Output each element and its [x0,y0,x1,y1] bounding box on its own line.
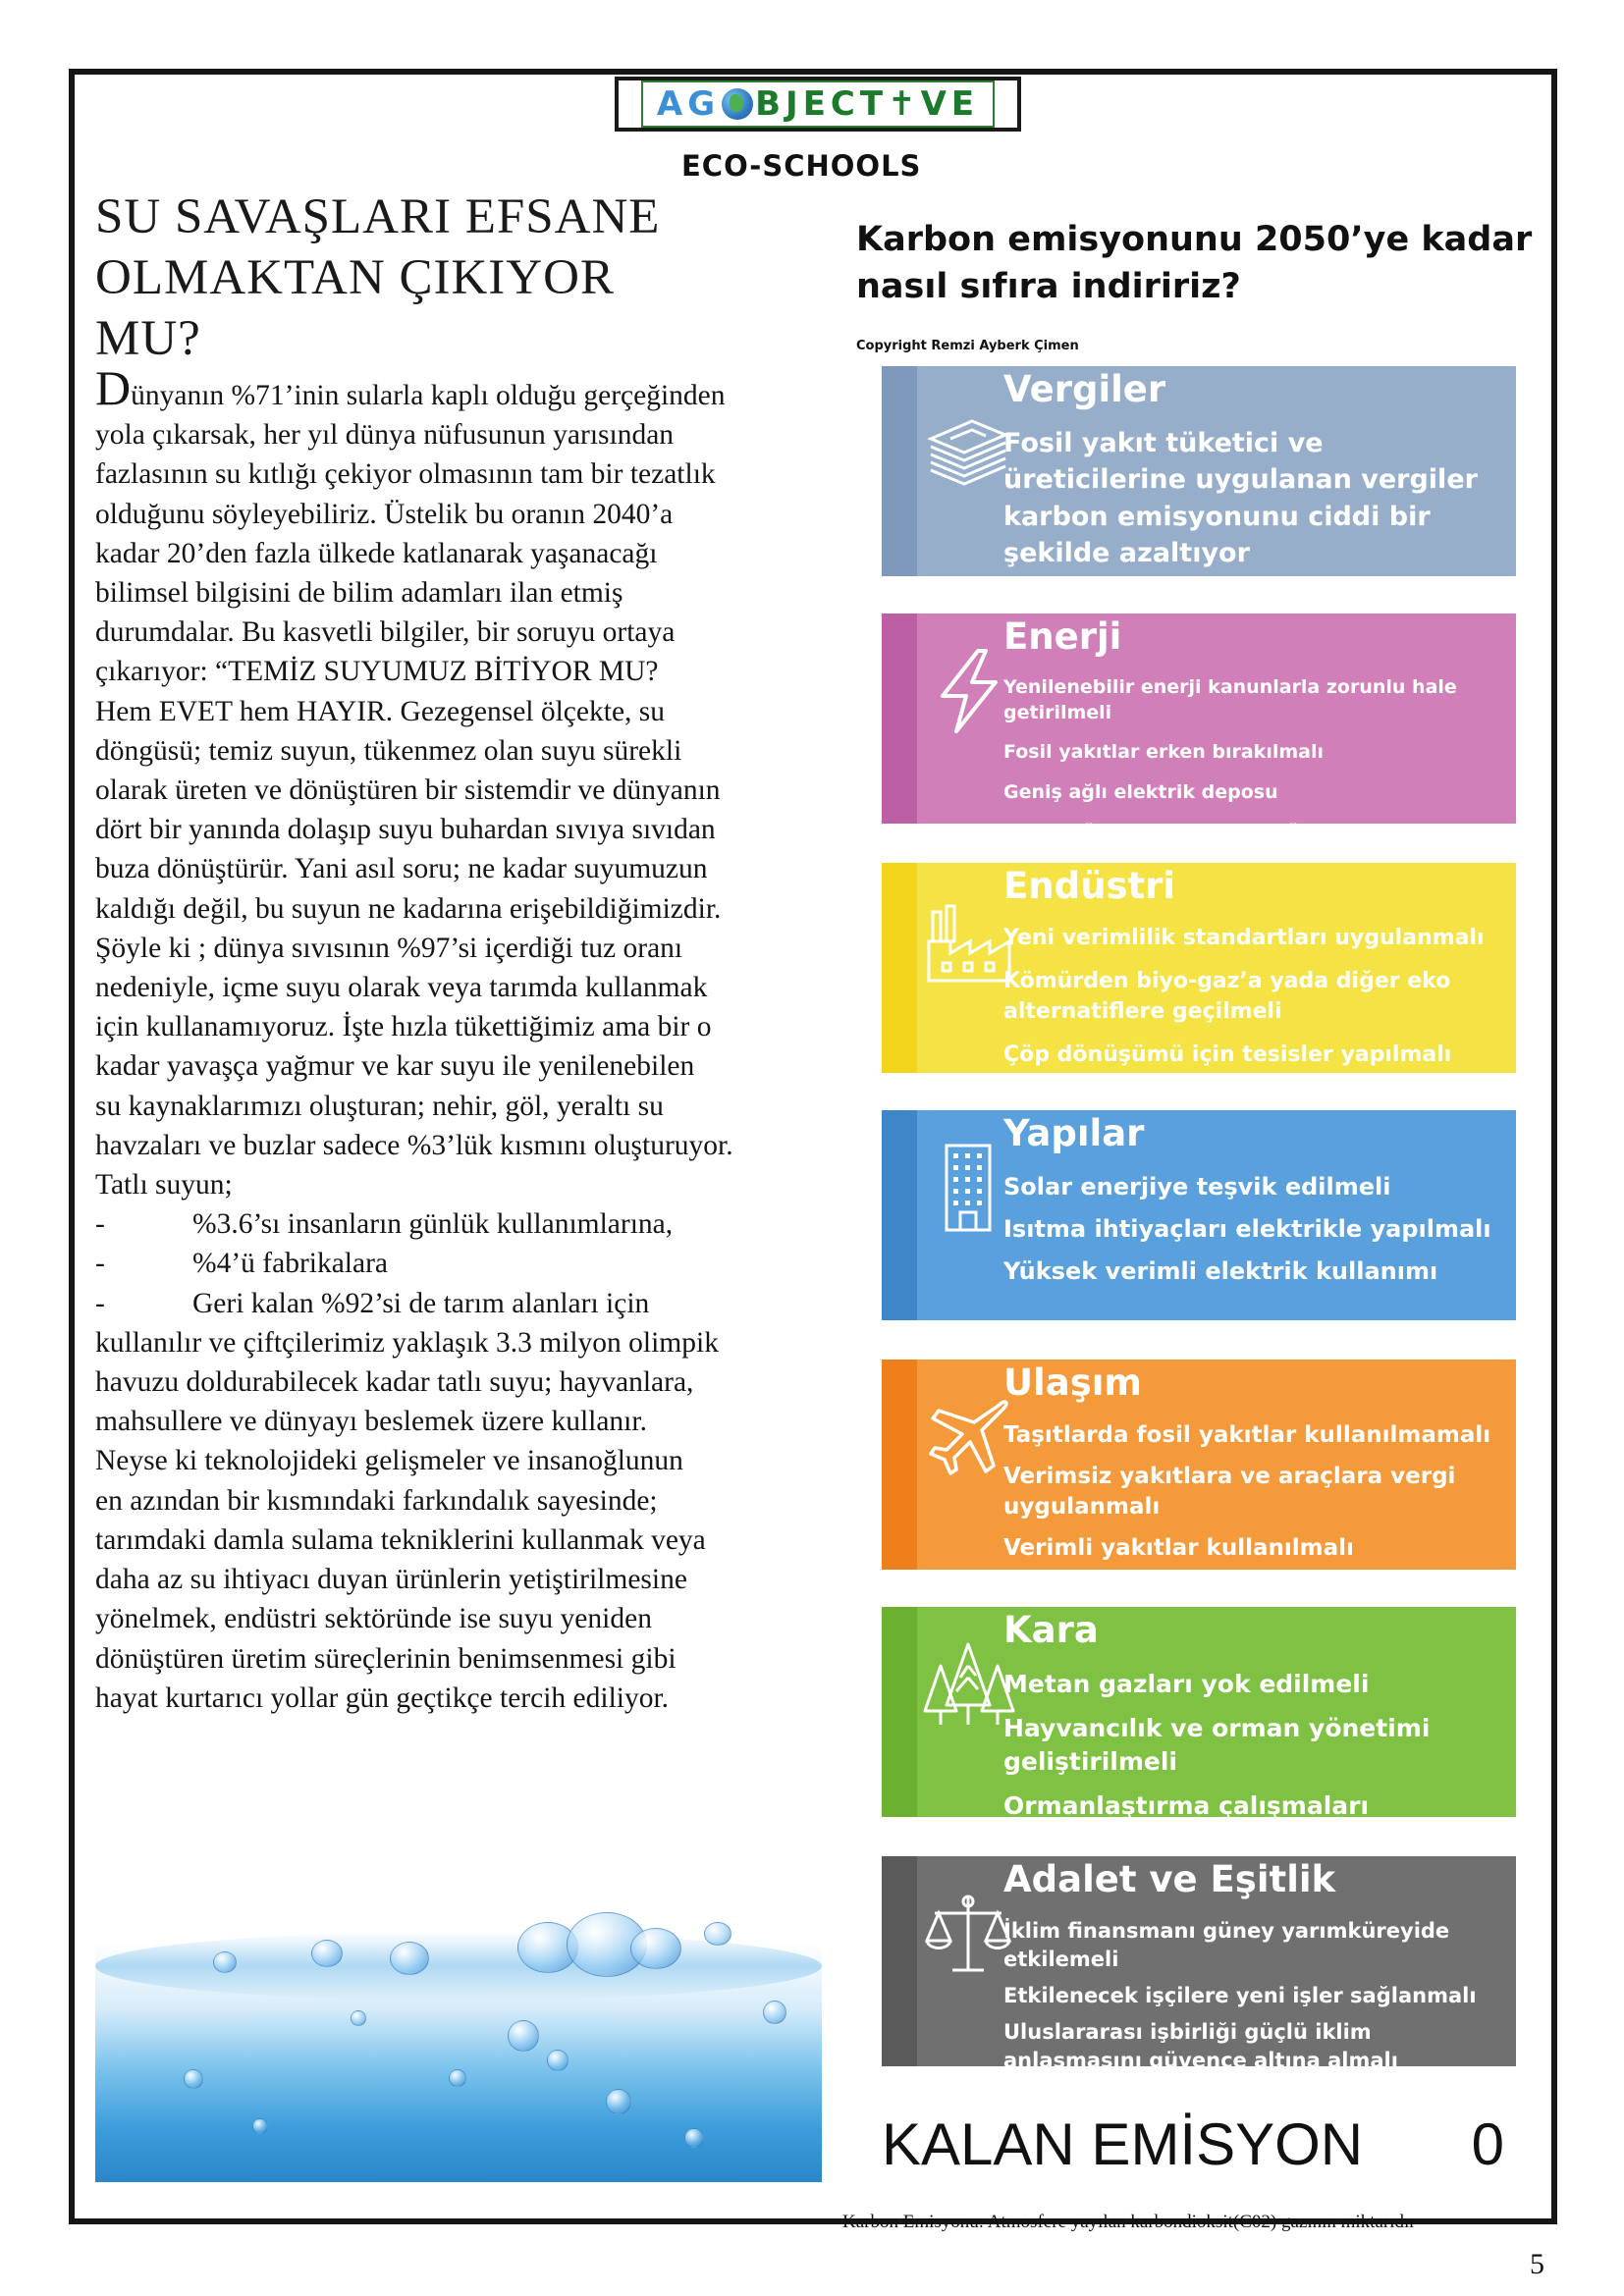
footnote: Karbon Emisyonu: Atmosfere yayılan karbondioksit(C02) gazının miktarıdır [842,2212,1416,2232]
water-bubbles-image [95,1883,822,2182]
article-first-line [95,360,822,415]
card-item: Yüksek verimli elektrik kullanımı [1003,1257,1438,1286]
article-title-line: OLMAKTAN ÇIKIYOR MU? [95,250,615,366]
article-line: kadar yavaşça yağmur ve kar suyu ile yenilenebilen [95,1050,695,1083]
card-kara [882,1607,1516,1820]
card-band [882,366,917,576]
article-line: dört bir yanında dolaşıp suyu buhardan sıvıya sıvıdan [95,814,716,846]
infographic-title-line: Karbon emisyonunu 2050’ye kadar [856,220,1533,259]
article-line: çıkarıyor: “TEMİZ SUYUMUZ BİTİYOR MU? [95,656,659,688]
article-line: Tatlı suyun; [95,1169,233,1201]
list-item [95,1204,822,1244]
bubble [547,2050,568,2071]
card-enerji [882,614,1516,842]
remaining-emission-value: 0 [1471,2111,1504,2177]
article-line: Neyse ki teknolojideki gelişmeler ve insanoğlunun [95,1445,683,1477]
drop-cap: D [95,360,132,415]
list-dash: - [95,1287,105,1319]
logo-text-ve: VE [920,84,980,124]
article-line: tarımdaki damla sulama tekniklerini kullanmak veya [95,1523,706,1556]
bubble [311,1940,343,1967]
airplane-icon [921,1389,1015,1483]
copyright-label: Copyright Remzi Ayberk Çimen [856,339,1079,353]
card-title: Kara [1003,1609,1099,1651]
bubble [351,2010,366,2026]
article-line: hayat kurtarıcı yollar gün geçtikçe tercih ediliyor. [95,1682,670,1714]
list-item [95,1244,822,1283]
article-title-line: SU SAVAŞLARI EFSANE [95,189,661,244]
bubble [684,2128,704,2148]
card-item: Geniş ağlı elektrik deposu [1003,780,1278,803]
bubble [449,2069,466,2087]
infographic-title [856,216,1543,310]
article-line: su kaynaklarımızı oluşturan; nehir, göl, yeraltı su [95,1090,664,1122]
card-title: Endüstri [1003,865,1176,907]
bubble [252,2118,268,2134]
card-item: Fosil yakıt tüketici ve üreticilerine uygulanan vergiler karbon emisyonunu ciddi bir şekilde azaltıyor [1003,428,1478,568]
list-text: %3.6’sı insanların günlük kullanımlarına, [192,1208,674,1241]
card-yapılar [882,1110,1516,1320]
card-title: Vergiler [1003,368,1166,410]
article-line: nedeniyle, içme suyu olarak veya tarımda kullanmak [95,972,708,1004]
card-item: Verimli yakıtlar kullanılmalı [1003,1535,1354,1562]
card-band [882,1856,917,2066]
card-band [882,1110,917,1320]
card-band [882,863,917,1073]
article-line: havuzu doldurabilecek kadar tatlı suyu; hayvanlara, [95,1366,694,1399]
article-line: yönelmek, endüstri sektöründe ise suyu yeniden [95,1603,652,1635]
card-item: Solar enerjiye teşvik edilmeli [1003,1173,1391,1201]
article-line: kaldığı değil, bu suyun ne kadarına erişebildiğimizdir. [95,892,722,925]
list-dash: - [95,1248,105,1280]
bubble [704,1922,731,1946]
card-items [1003,924,1502,1084]
article-line: daha az su ihtiyacı duyan ürünlerin yetiştirilmesine [95,1564,687,1596]
card-item: Ormanlaştırma çalışmaları [1003,1790,1370,1820]
article-line: yola çıkarsak, her yıl dünya nüfusunun yarısından [95,419,675,452]
card-item: Verimsiz yakıtlara ve araçlara vergi uygulanmalı [1003,1463,1456,1521]
list-dash: - [95,1208,105,1241]
scales-icon [921,1886,1015,1980]
article-line: en azından bir kısmındaki farkındalık sayesinde; [95,1484,658,1517]
article-line: olarak üreten ve dönüştüren bir sistemdir ve dünyanın [95,774,721,807]
article-line: Şöyle ki ; dünya sıvısının %97’si içerdiği tuz oranı [95,932,683,964]
logo-text-ag: AG [656,84,721,124]
card-vergiler [882,366,1516,576]
card-items [1003,1420,1502,1575]
list-text: %4’ü fabrikalara [192,1248,389,1280]
list-text: Geri kalan %92’si de tarım alanları için [192,1287,650,1319]
card-title: Adalet ve Eşitlik [1003,1858,1336,1900]
leaf-icon: ✝ [888,84,921,124]
article-line: mahsullere ve dünyayı beslemek üzere kullanır. [95,1406,647,1438]
bubble [213,1951,237,1973]
card-items [1003,1917,1502,2083]
card-items [1003,1668,1502,1833]
card-item: Kömürden biyo-gaz’a yada diğer eko alternatiflere geçilmeli [1003,969,1451,1024]
bubble [390,1942,429,1975]
globe-icon [722,88,753,120]
card-item: Metan gazları yok edilmeli [1003,1670,1370,1698]
page-number: 5 [1530,2248,1544,2280]
logo-text-bject: BJECT [755,84,889,124]
article-line: döngüsü; temiz suyun, tükenmez olan suyu sürekli [95,734,682,767]
infographic-title-line: nasıl sıfıra indiririz? [856,267,1241,306]
card-item: Taşıtlarda fosil yakıtlar kullanılmamalı [1003,1422,1491,1448]
card-items [1003,674,1502,858]
factory-icon [921,892,1015,987]
bubble [606,2089,631,2114]
card-title: Yapılar [1003,1112,1145,1154]
article-title [95,187,724,369]
remaining-emission [882,2110,1504,2178]
article-line: olduğunu söyleyebiliriz. Üstelik bu oranın 2040’a [95,498,674,530]
bubble [630,1928,681,1969]
article-line: havzaları ve buzlar sadece %3’lük kısmını oluşturuyor. [95,1129,733,1161]
article-line: fazlasının su kıtlığı çekiyor olmasının tam bir tezatlık [95,458,716,491]
article-line: bilimsel bilgisini de bilim adamları ilan etmiş [95,577,623,610]
card-band [882,1607,917,1817]
eco-schools-label: ECO-SCHOOLS [681,149,922,183]
forest-icon [921,1636,1015,1731]
card-title: Enerji [1003,615,1122,658]
bubble [763,2001,786,2024]
article-line: kadar 20’den fazla ülkede katlanarak yaşanacağı [95,537,658,569]
article-line: dönüştüren üretim süreçlerinin benimsenmesi gibi [95,1642,677,1675]
card-endüstri [882,863,1516,1073]
card-band [882,1360,917,1570]
card-item: Uluslararası işbirliği güçlü iklim anlaşmasını güvence altına almalı [1003,2019,1398,2072]
article-line: buza dönüştürür. Yani asıl soru; ne kadar suyumuzun [95,853,708,885]
list-item [95,1284,822,1323]
bubble [184,2069,203,2089]
card-items [1003,1171,1502,1298]
article-line: kullanılır ve çiftçilerimiz yaklaşık 3.3 milyon olimpik [95,1326,719,1359]
card-items [1003,425,1502,571]
card-item: Fosil yakıtlar erken bırakılmalı [1003,741,1324,764]
card-item: Isıtma ihtiyaçları elektrikle yapılmalı [1003,1215,1491,1244]
lightning-icon [921,643,1015,737]
money-stack-icon [921,396,1015,490]
article-body [95,360,822,1718]
card-item: Hayvancılık ve orman yönetimi geliştirilmeli [1003,1713,1431,1776]
card-item: Zengin ülkelerde bireysel tüketim azaltılmalı [1003,820,1476,842]
article-line: Hem EVET hem HAYIR. Gezegensel ölçekte, su [95,695,666,727]
card-title: Ulaşım [1003,1362,1142,1404]
card-item: İklim finansmanı güney yarımküreyide etkilemeli [1003,1919,1450,1971]
remaining-emission-label: KALAN EMİSYON [882,2111,1364,2177]
card-item: Çöp dönüşümü için tesisler yapılmalı [1003,1042,1452,1068]
article-line: için kullanamıyoruz. İşte hızla tükettiğimiz ama bir o [95,1011,712,1043]
building-icon [921,1140,1015,1234]
card-item: Yenilenebilir enerji kanunlarla zorunlu hale getirilmeli [1003,676,1457,724]
agobjective-logo [615,77,1021,132]
card-ulaşım [882,1360,1516,1570]
card-adalet-ve-eşitlik [882,1856,1516,2072]
card-item: Etkilenecek işçilere yeni işler sağlanmalı [1003,1983,1477,2007]
article-line: ünyanın %71’inin sularla kaplı olduğu gerçeğinden [131,380,726,411]
article-line: durumdalar. Bu kasvetli bilgiler, bir soruyu ortaya [95,616,676,649]
card-band [882,614,917,824]
card-item: Yeni verimlilik standartları uygulanmalı [1003,926,1485,950]
bubble [508,2020,539,2052]
